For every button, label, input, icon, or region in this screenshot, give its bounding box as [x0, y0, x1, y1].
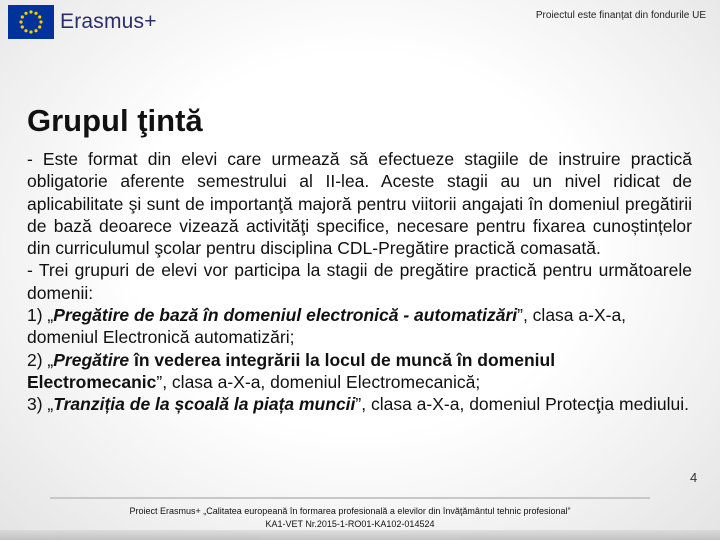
list-item-3-prefix: 3) „ [27, 394, 54, 415]
list-item-2-title: în vederea integrării la locul de muncă în domeniul Electromecanic [27, 349, 556, 392]
erasmus-logo [8, 4, 157, 40]
list-item-1-prefix: 1) „ [27, 305, 54, 326]
page-number: 4 [690, 470, 698, 485]
eu-flag-icon [8, 5, 54, 39]
logo-text: Erasmus+ [60, 10, 157, 33]
list-item-1-title: Pregătire de bază în domeniul electronică - automatizări [53, 305, 518, 326]
slide-content [27, 148, 692, 416]
list-item-2 [27, 349, 692, 394]
list-item-3 [27, 393, 692, 415]
list-item-2-details: ”, clasa a-X-a, domeniul Electromecanică; [156, 371, 481, 392]
bottom-shade [0, 530, 720, 540]
list-item-3-details: ”, clasa a-X-a, domeniul Protecţia mediului. [355, 394, 690, 415]
footer [40, 505, 660, 531]
list-item-2-title-italic: Pregătire [53, 349, 130, 370]
funding-note: Proiectul este finanțat din fondurile UE [535, 10, 706, 21]
paragraph-groups: - Trei grupuri de elevi vor participa la stagii de pregătire practică pentru următoarele domenii: [27, 260, 692, 303]
paragraph-description: - Este format din elevi care urmează să efectueze stagiile de instruire practică obligatorie aferente semestrului al II-lea. Aceste stagii au un nivel ridicat de aplicabilitate şi sunt de importanţă majoră pentru viitorii angajati în domeniul pregătirii de bază deoarece vizează activităţi specifice, necesare pentru fixarea cunoștințelor din curriculumul şcolar pentru disciplina CDL-Pregătire practică comasată. [27, 149, 692, 259]
list-item-1 [27, 304, 692, 349]
footer-project-title: Proiect Erasmus+ „Calitatea europeană în formarea profesională a elevilor din învăţământul tehnic profesional” [129, 506, 571, 516]
slide-title: Grupul ţintă [27, 103, 203, 138]
list-item-3-title: Tranziția de la școală la piața muncii [53, 394, 356, 415]
list-item-2-prefix: 2) „ [27, 349, 54, 370]
footer-project-code: KA1-VET Nr.2015-1-RO01-KA102-014524 [265, 519, 435, 529]
footer-divider [50, 497, 650, 499]
list-item-1-details: ”, clasa a-X-a, domeniul Electronică automatizări; [27, 305, 627, 348]
